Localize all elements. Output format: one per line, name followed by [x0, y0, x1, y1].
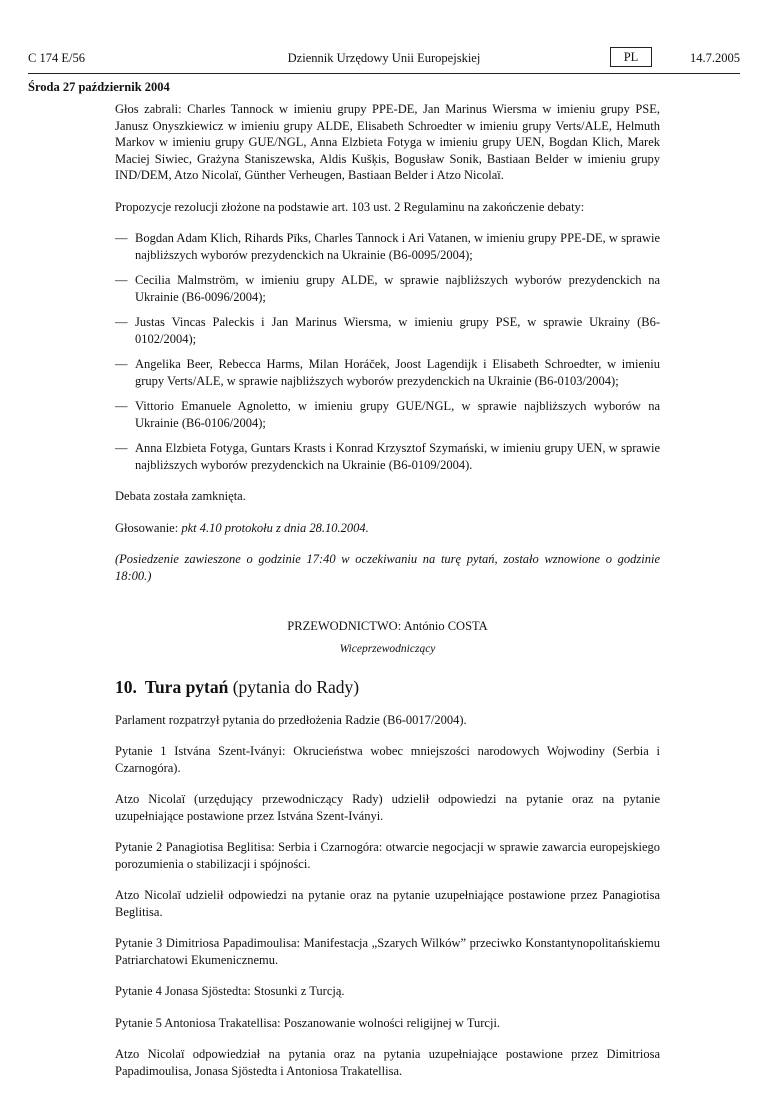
language-badge: PL — [610, 47, 652, 67]
body-paragraph: Pytanie 5 Antoniosa Trakatellisa: Poszanowanie wolności religijnej w Turcji. — [115, 1015, 501, 1030]
dash-marker: — — [115, 441, 128, 455]
body-paragraph: Atzo Nicolaï (urzędujący przewodniczący Rady) udzielił odpowiedzi na pytanie oraz na pytanie uzupełniające postawione przez Istvána Szent-Iványi. — [115, 792, 660, 823]
dash-marker: — — [115, 315, 128, 329]
body-paragraph: Pytanie 2 Panagiotisa Beglitisa: Serbia i Czarnogóra: otwarcie negocjacji w sprawie zawarcia europejskiego porozumienia o stabilizacji i spójności. — [115, 840, 660, 871]
list-item — [115, 356, 660, 389]
list-item — [115, 230, 660, 263]
motion-text: Bogdan Adam Klich, Rihards Pīks, Charles Tannock i Ari Vatanen, w imieniu grupy PPE-DE, w sprawie najbliższych wyborów prezydenckich na Ukrainie (B6-0095/2004); — [135, 231, 660, 262]
body-paragraph: Pytanie 1 Istvána Szent-Iványi: Okrucieństwa wobec mniejszości narodowych Wojwodiny (Serbia i Czarnogóra). — [115, 744, 660, 775]
journal-title: Dziennik Urzędowy Unii Europejskiej — [287, 51, 481, 65]
chair-line: PRZEWODNICTWO: António COSTA — [287, 619, 488, 633]
motion-text: Cecilia Malmström, w imieniu grupy ALDE, w sprawie najbliższych wyborów prezydenckich na Ukrainie (B6-0096/2004); — [135, 273, 660, 304]
vote-line — [115, 520, 660, 537]
body-paragraph: Atzo Nicolaï udzielił odpowiedzi na pytanie oraz na pytanie uzupełniające postawione przez Panagiotisa Beglitisa. — [115, 888, 660, 919]
dash-marker: — — [115, 357, 128, 371]
debate-closed: Debata została zamknięta. — [115, 489, 246, 503]
page-header — [28, 47, 740, 69]
document-body — [115, 101, 660, 1094]
motions-list — [115, 230, 660, 473]
body-paragraph: Pytanie 3 Dimitriosa Papadimoulisa: Manifestacja „Szarych Wilków” przeciwko Konstantynopolitańskiemu Patriarchatowi Ekumenicznemu. — [115, 936, 660, 967]
chair-role: Wiceprzewodniczący — [339, 642, 436, 655]
session-date: Środa 27 październik 2004 — [28, 80, 170, 94]
speakers-paragraph: Głos zabrali: Charles Tannock w imieniu grupy PPE-DE, Jan Marinus Wiersma w imieniu grupy PSE, Janusz Onyszkiewicz w imieniu grupy ALDE, Elisabeth Schroedter w imieniu grupy Verts/ALE, Helmuth Markov w imieniu grupy GUE/NGL, Anna Elzbieta Fotyga w imieniu grupy UEN, Bogdan Klich, Marek Maciej Siwiec, Grażyna Staniszewska, Aldis Kušķis, Bogusław Sonik, Bastiaan Belder w imieniu grupy IND/DEM, Atzo Nicolaï, Günther Verheugen, Bastiaan Belder i Atzo Nicolaï. — [115, 102, 660, 182]
section-title-bold: Tura pytań — [144, 677, 229, 697]
header-divider — [28, 73, 740, 74]
list-item — [115, 398, 660, 431]
journal-reference: C 174 E/56 — [28, 51, 85, 65]
motion-text: Justas Vincas Paleckis i Jan Marinus Wiersma, w imieniu grupy PSE, w sprawie Ukrainy (B6-0102/2004); — [135, 315, 660, 346]
suspension-note: (Posiedzenie zawieszone o godzinie 17:40 w oczekiwaniu na turę pytań, zostało wznowione o godzinie 18:00.) — [115, 552, 660, 583]
dash-marker: — — [115, 231, 128, 245]
motion-text: Anna Elzbieta Fotyga, Guntars Krasts i Konrad Krzysztof Szymański, w imieniu grupy UEN, w sprawie najbliższych wyborów prezydenckich na Ukrainie (B6-0109/2004). — [135, 441, 660, 472]
motion-text: Angelika Beer, Rebecca Harms, Milan Horáček, Joost Lagendijk i Elisabeth Schroedter, w imieniu grupy Verts/ALE, w sprawie najbliższych wyborów prezydenckich na Ukrainie (B6-0103/2004); — [135, 357, 660, 388]
section-number: 10. — [115, 677, 137, 697]
section-title-rest: (pytania do Rady) — [228, 677, 360, 697]
publication-date: 14.7.2005 — [690, 51, 740, 65]
section-heading — [115, 679, 660, 696]
body-paragraph: Atzo Nicolaï odpowiedział na pytania oraz na pytania uzupełniające postawione przez Dimitriosa Papadimoulisa, Jonasa Sjöstedta i Antoniosa Trakatellisa. — [115, 1047, 660, 1078]
list-item — [115, 314, 660, 347]
dash-marker: — — [115, 399, 128, 413]
motions-intro: Propozycje rezolucji złożone na podstawie art. 103 ust. 2 Regulaminu na zakończenie debaty: — [115, 199, 585, 214]
motion-text: Vittorio Emanuele Agnoletto, w imieniu grupy GUE/NGL, w sprawie najbliższych wyborów na Ukrainie (B6-0106/2004); — [135, 399, 660, 430]
vote-label: Głosowanie: — [115, 520, 182, 535]
list-item — [115, 272, 660, 305]
body-paragraph: Parlament rozpatrzył pytania do przedłożenia Radzie (B6-0017/2004). — [115, 712, 467, 727]
vote-reference: pkt 4.10 protokołu z dnia 28.10.2004. — [181, 520, 369, 535]
list-item — [115, 440, 660, 473]
body-paragraph: Pytanie 4 Jonasa Sjöstedta: Stosunki z Turcją. — [115, 984, 345, 998]
dash-marker: — — [115, 273, 128, 287]
